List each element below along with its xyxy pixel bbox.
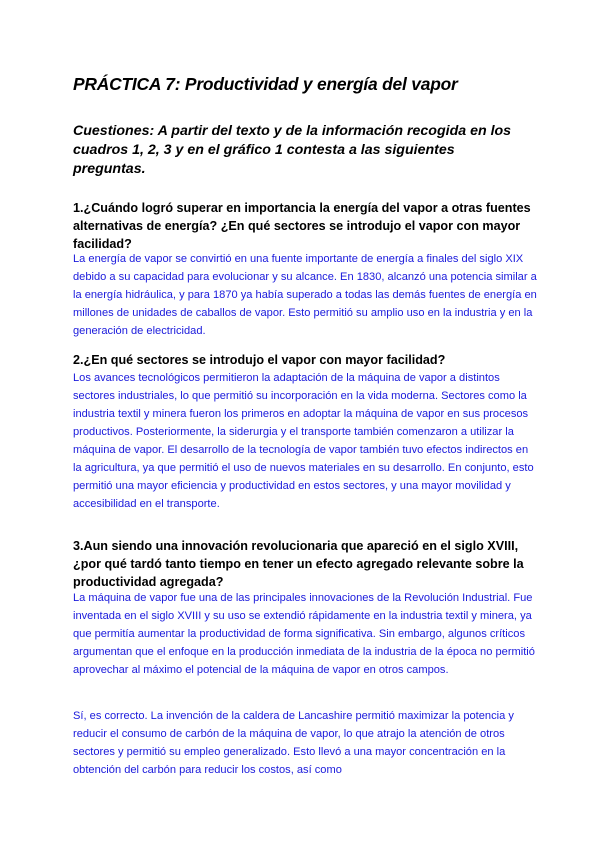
answer-3: La máquina de vapor fue una de las principales innovaciones de la Revolución Industrial. Fue inventada en el siglo XVIII y su uso se extendió rápidamente en la industria textil y minera, ya que permitía aumentar la productividad de forma significativa. Sin embargo, algunos críticos argumentan que el enfoque en la producción inmediata de la industria de la época no permitió aprovechar al máximo el potencial de la máquina de vapor en otros campos. [73, 592, 535, 676]
answer-1: La energía de vapor se convirtió en una fuente importante de energía a finales del siglo XIX debido a su capacidad para evolucionar y su alcance. En 1830, alcanzó una potencia similar a la energía hidráulica, y para 1870 ya había superado a todas las demás fuentes de energía en millones de unidades de caballos de vapor. Esto permitió su amplio uso en la industria y en la generación de electricidad. [73, 253, 537, 337]
question-1: 1.¿Cuándo logró superar en importancia la energía del vapor a otras fuentes alternativas de energía? ¿En qué sectores se introdujo el vapor con mayor facilidad? [73, 201, 531, 251]
question-2: 2.¿En qué sectores se introdujo el vapor con mayor facilidad? [73, 353, 446, 367]
document-title: PRÁCTICA 7: Productividad y energía del vapor [73, 74, 458, 94]
answer-3-continued: Sí, es correcto. La invención de la caldera de Lancashire permitió maximizar la potencia y reducir el consumo de carbón de la máquina de vapor, lo que atrajo la atención de otros sectores y permitió su empleo generalizado. Esto llevó a una mayor concentración en la obtención del carbón para reducir los costos, así como [73, 710, 514, 776]
instructions-subtitle: Cuestiones: A partir del texto y de la información recogida en los cuadros 1, 2, 3 y en el gráfico 1 contesta a las siguientes preguntas. [73, 123, 512, 177]
answer-2: Los avances tecnológicos permitieron la adaptación de la máquina de vapor a distintos sectores industriales, lo que permitió su incorporación en la vida moderna. Sectores como la industria textil y minera fueron los primeros en adoptar la máquina de vapor en sus procesos productivos. Posteriormente, la siderurgia y el transporte también comenzaron a utilizar la máquina de vapor. El desarrollo de la tecnología de vapor también tuvo efectos indirectos en la agricultura, ya que permitió el uso de nuevos materiales en su desarrollo. En conjunto, esto permitió una mayor eficiencia y productividad en estos sectores, y una mayor movilidad y accesibilidad en el transporte. [73, 372, 534, 510]
question-3: 3.Aun siendo una innovación revolucionaria que apareció en el siglo XVIII, ¿por qué tardó tanto tiempo en tener un efecto agregado relevante sobre la productividad agregada? [73, 539, 524, 589]
